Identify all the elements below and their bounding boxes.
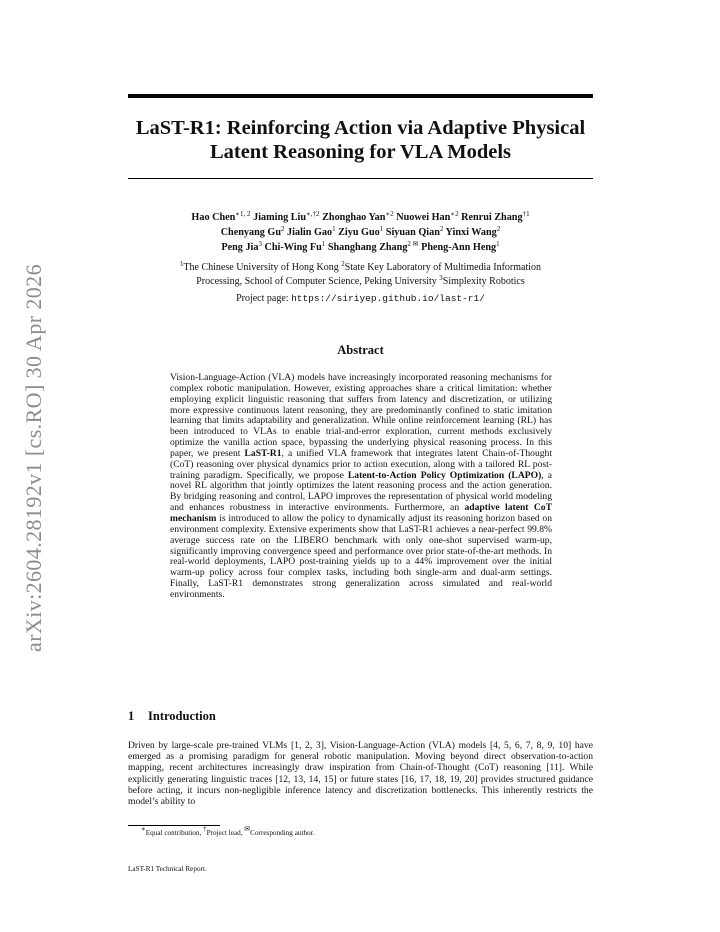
project-page-link[interactable]: https://siriyep.github.io/last-r1/	[291, 293, 485, 304]
affiliation-text: Processing, School of Computer Science, Peking University	[196, 276, 440, 287]
abstract-body	[170, 373, 552, 601]
paper-title-line-2: Latent Reasoning for VLA Models	[209, 141, 512, 163]
author-affiliation-mark: 1	[332, 225, 336, 233]
report-label: LaST-R1 Technical Report.	[128, 865, 207, 873]
introduction-body: Driven by large-scale pre-trained VLMs [1, 2, 3], Vision-Language-Action (VLA) models [4, 5, 6, 7, 8, 9, 10] have emerged as a promising paradigm for general robotic manipulation. Moving beyond direct observation-to-action mapping, recent architectures increasingly draw inspiration from Chain-of-Thought (CoT) reasoning [11]. While explicitly generating linguistic traces [12, 13, 14, 15] or future states [16, 17, 18, 19, 20] provides structured guidance before acting, it incurs non-negligible inference latency and discretization bottlenecks. This inherently restricts the model’s ability to	[128, 740, 593, 808]
abstract-emphasis: LaST-R1	[244, 447, 282, 459]
author-name: Chenyang Gu	[220, 227, 281, 238]
author-affiliation-mark: 2	[281, 225, 285, 233]
footnote	[141, 825, 315, 837]
author-name: Yinxi Wang	[445, 227, 497, 238]
author-affiliation-mark: †1	[522, 210, 530, 218]
author-affiliation-mark: ∗,†2	[306, 210, 320, 218]
author-name: Renrui Zhang	[461, 212, 523, 223]
arxiv-identifier-text: arXiv:2604.28192v1 [cs.RO] 30 Apr 2026	[21, 264, 46, 652]
footnote-text: Equal contribution,	[145, 829, 204, 837]
author-line-3	[128, 240, 593, 255]
arxiv-identifier	[12, 264, 56, 652]
abstract-text: , a novel RL algorithm that jointly optimizes the latent reasoning process and the action generation. By bridging reasoning and control, LAPO improves the representation of physical world modeling and enhances robustness in interactive environments. Furthermore, an	[170, 469, 552, 514]
author-name: Shanghang Zhang	[327, 242, 408, 253]
abstract-emphasis: Latent-to-Action Policy Optimization (LAPO)	[347, 469, 542, 481]
affiliation-line-2	[128, 275, 593, 289]
paper-title-line-1: LaST-R1: Reinforcing Action via Adaptive Physical	[135, 117, 586, 139]
author-name: Chi-Wing Fu	[264, 242, 322, 253]
author-list	[128, 210, 593, 255]
author-name: Pheng-Ann Heng	[421, 242, 497, 253]
footnote-mark: ∗	[141, 825, 146, 833]
affiliations	[128, 261, 593, 289]
section-number: 1	[128, 709, 135, 723]
footnote-mark: †	[203, 825, 207, 833]
author-affiliation-mark: 2 ✉	[407, 240, 419, 248]
abstract-heading: Abstract	[337, 343, 384, 357]
author-affiliation-mark: 1	[496, 240, 500, 248]
author-affiliation-mark: ∗2	[385, 210, 394, 218]
author-affiliation-mark: 1	[379, 225, 384, 233]
section-heading-introduction	[128, 709, 216, 724]
author-affiliation-mark: 1	[321, 240, 326, 248]
author-name: Peng Jia	[221, 242, 259, 253]
author-affiliation-mark: 2	[439, 225, 444, 233]
affiliation-text: The Chinese University of Hong Kong	[183, 262, 342, 273]
author-name: Jialin Gao	[287, 227, 333, 238]
section-title: Introduction	[148, 709, 216, 723]
footnote-text: Project lead,	[206, 829, 245, 837]
footnote-text: Corresponding author.	[250, 829, 315, 837]
abstract-text: Vision-Language-Action (VLA) models have increasingly incorporated reasoning mechanisms for complex robotic manipulation. However, existing approaches share a critical limitation: whether employing explicit linguistic reasoning that suffers from latency and discretization, or utilizing more expressive continuous latent reasoning, they are predominantly confined to static imitation learning that limits adaptability and generalization. While online reinforcement learning (RL) has been introduced to VLAs to enable trial-and-error exploration, current methods exclusively optimize the vanilla action space, bypassing the underlying physical reasoning process. In this paper, we present	[170, 372, 552, 459]
abstract-text: , a unified VLA framework that integrates latent Chain-of-Thought (CoT) reasoning over physical dynamics prior to action execution, along with a tailored RL post-training paradigm. Specifically, we propose	[170, 447, 553, 481]
author-line-1	[128, 210, 593, 225]
footnote-mark: ✉	[244, 825, 251, 833]
author-affiliation-mark: 2	[496, 225, 501, 233]
abstract-text: is introduced to allow the policy to dynamically adjust its reasoning horizon based on environment complexity. Extensive experiments show that LaST-R1 achieves a near-perfect 99.8% average success rate on the LIBERO benchmark with only one-shot supervised warm-up, significantly improving convergence speed and performance over prior state-of-the-art methods. In real-world deployments, LAPO post-training yields up to a 44% improvement over the initial warm-up policy across four complex tasks, including both single-arm and dual-arm settings. Finally, LaST-R1 demonstrates strong generalization across simulated and real-world environments.	[170, 512, 552, 600]
abstract-emphasis: adaptive latent CoT mechanism	[170, 502, 552, 524]
affiliation-line-1	[128, 261, 593, 275]
affiliation-text: State Key Laboratory of Multimedia Information	[344, 262, 542, 273]
author-affiliation-mark: 3	[258, 240, 262, 248]
title-bottom-rule	[128, 178, 593, 179]
author-affiliation-mark: ∗1, 2	[235, 210, 251, 218]
title-top-rule	[128, 94, 593, 98]
author-line-2	[128, 225, 593, 240]
project-page-label: Project page:	[236, 293, 292, 304]
affiliation-text: Simplexity Robotics	[442, 276, 525, 287]
author-name: Ziyu Guo	[338, 227, 380, 238]
author-name: Hao Chen	[191, 212, 236, 223]
author-name: Jiaming Liu	[253, 212, 307, 223]
author-name: Zhonghao Yan	[322, 212, 386, 223]
affiliation-mark: 3	[439, 274, 443, 282]
author-name: Nuowei Han	[396, 212, 451, 223]
paper-title	[128, 116, 593, 164]
affiliation-mark: 1	[179, 260, 184, 268]
affiliation-mark: 2	[341, 260, 345, 268]
author-affiliation-mark: ∗2	[450, 210, 459, 218]
author-name: Siyuan Qian	[385, 227, 440, 238]
project-page	[128, 293, 593, 304]
